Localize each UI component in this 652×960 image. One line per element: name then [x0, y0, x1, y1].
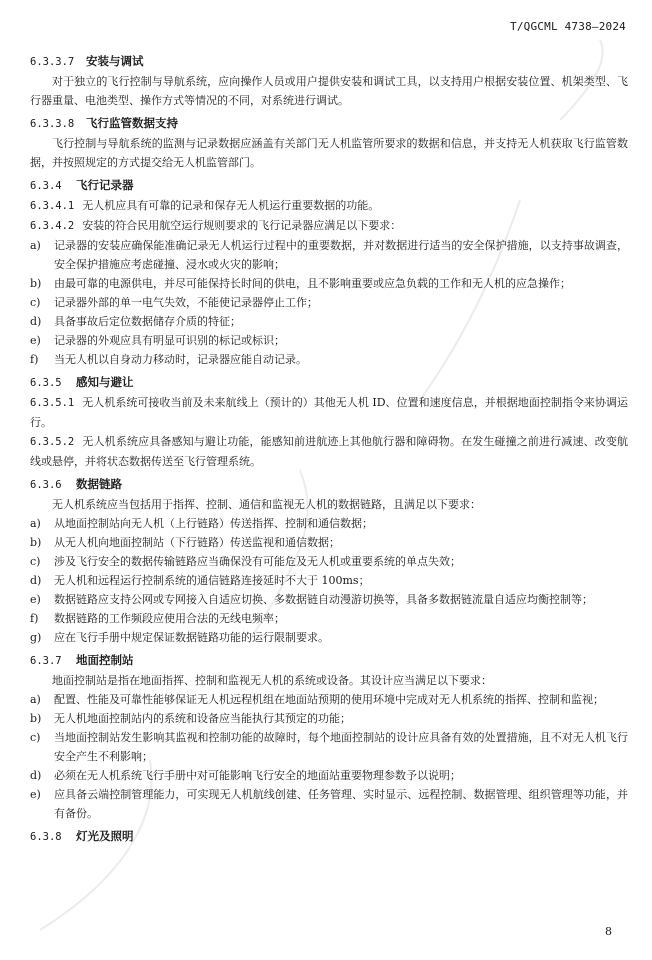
standard-code: T/QGCML 4738—2024	[510, 20, 626, 33]
numbered-clause	[30, 432, 628, 471]
document-body	[30, 48, 628, 847]
list-item	[30, 785, 628, 823]
list-item	[30, 274, 628, 293]
list-item-text: 无人机和远程运行控制系统的通信链路连接延时不大于 100ms；	[54, 574, 370, 587]
list-item	[30, 690, 628, 709]
list-item-text: 记录器外部的单一电气失效，不能使记录器停止工作；	[54, 296, 318, 309]
list-item-text: 必须在无人机系统飞行手册中对可能影响飞行安全的地面站重要物理参数予以说明；	[54, 769, 461, 782]
list-item	[30, 293, 628, 312]
section-heading	[30, 51, 628, 72]
list-item	[30, 312, 628, 331]
clause-number: 6.3.5.1	[30, 397, 75, 409]
paragraph: 飞行控制与导航系统的监测与记录数据应涵盖有关部门无人机监管所要求的数据和信息，并支持无人机获取飞行监管数据，并按照规定的方式提交给无人机监管部门。	[30, 137, 628, 169]
numbered-clause	[30, 393, 628, 432]
list-item-text: 当无人机以自身动力移动时，记录器应能自动记录。	[54, 353, 307, 366]
list-item	[30, 552, 628, 571]
list-marker: b)	[30, 536, 42, 549]
list-marker: c)	[30, 555, 41, 568]
section-number: 6.3.8	[30, 831, 62, 843]
list-item-text: 数据链路的工作频段应使用合法的无线电频率；	[54, 612, 285, 625]
list-item-text: 记录器的外观应具有明显可识别的标记或标识；	[54, 334, 285, 347]
paragraph: 地面控制站是指在地面指挥、控制和监视无人机的系统或设备。其设计应当满足以下要求：	[52, 674, 492, 687]
clause-text: 无人机应具有可靠的记录和保存无人机运行重要数据的功能。	[82, 199, 380, 212]
list-marker: f)	[30, 353, 39, 366]
list-marker: d)	[30, 574, 42, 587]
section-title: 灯光及照明	[76, 829, 134, 843]
list-item-text: 无人机地面控制站内的系统和设备应当能执行其预定的功能；	[54, 712, 351, 725]
paragraph: 无人机系统应当包括用于指挥、控制、通信和监视无人机的数据链路，且满足以下要求：	[52, 498, 481, 511]
list-item	[30, 331, 628, 350]
list-marker: d)	[30, 315, 42, 328]
section-number: 6.3.3.7	[30, 56, 75, 68]
section-heading	[30, 175, 628, 196]
section-heading	[30, 372, 628, 393]
page-number: 8	[605, 925, 612, 938]
section-number: 6.3.3.8	[30, 118, 75, 130]
section-title: 飞行监管数据支持	[86, 116, 178, 130]
section-heading	[30, 650, 628, 671]
list-item-text: 当地面控制站发生影响其监视和控制功能的故障时，每个地面控制站的设计应具备有效的处置措施，且不对无人机飞行安全产生不利影响；	[54, 731, 628, 763]
list-item-text: 应具备云端控制管理能力，可实现无人机航线创建、任务管理、实时显示、远程控制、数据管理、组织管理等功能，并有备份。	[54, 788, 628, 820]
list-item	[30, 514, 628, 533]
list-marker: e)	[30, 788, 41, 801]
section-title: 安装与调试	[86, 54, 144, 68]
list-item	[30, 590, 628, 609]
list-item-text: 从无人机向地面控制站（下行链路）传送监视和通信数据；	[54, 536, 340, 549]
list-marker: c)	[30, 731, 41, 744]
section-number: 6.3.7	[30, 655, 62, 667]
section-heading	[30, 826, 628, 847]
clause-number: 6.3.5.2	[30, 436, 75, 448]
numbered-clause	[30, 216, 628, 236]
clause-text: 无人机系统可接收当前及未来航线上（预计的）其他无人机 ID、位置和速度信息，并根据地面控制指令来协调运行。	[30, 396, 628, 429]
list-marker: g)	[30, 631, 42, 644]
list-item-text: 具备事故后定位数据储存介质的特征；	[54, 315, 241, 328]
section-title: 飞行记录器	[76, 178, 134, 192]
list-item	[30, 709, 628, 728]
list-marker: a)	[30, 693, 41, 706]
list-item	[30, 350, 628, 369]
numbered-clause	[30, 196, 628, 216]
list-item	[30, 728, 628, 766]
section-number: 6.3.5	[30, 377, 62, 389]
section-title: 数据链路	[76, 477, 122, 491]
list-item	[30, 628, 628, 647]
list-item	[30, 236, 628, 274]
section-number: 6.3.4	[30, 180, 62, 192]
list-marker: e)	[30, 593, 41, 606]
clause-text: 安装的符合民用航空运行规则要求的飞行记录器应满足以下要求：	[82, 219, 402, 232]
list-marker: a)	[30, 517, 41, 530]
list-marker: c)	[30, 296, 41, 309]
clause-text: 无人机系统应具备感知与避让功能，能感知前进航迹上其他航行器和障碍物。在发生碰撞之前进行减速、改变航线或悬停，并将状态数据传送至飞行管理系统。	[30, 435, 628, 468]
list-item-text: 由最可靠的电源供电，并尽可能保持长时间的供电，且不影响重要或应急负载的工作和无人机的应急操作；	[54, 277, 571, 290]
section-number: 6.3.6	[30, 479, 62, 491]
list-marker: f)	[30, 612, 39, 625]
list-item-text: 记录器的安装应确保能准确记录无人机运行过程中的重要数据，并对数据进行适当的安全保护措施，以支持事故调查，安全保护措施应考虑碰撞、浸水或火灾的影响；	[54, 239, 628, 271]
list-marker: a)	[30, 239, 41, 252]
clause-number: 6.3.4.2	[30, 220, 75, 232]
list-item-text: 应在飞行手册中规定保证数据链路功能的运行限制要求。	[54, 631, 329, 644]
list-marker: b)	[30, 712, 42, 725]
list-marker: e)	[30, 334, 41, 347]
list-item	[30, 533, 628, 552]
section-heading	[30, 113, 628, 134]
section-title: 地面控制站	[76, 653, 134, 667]
list-item	[30, 571, 628, 590]
section-title: 感知与避让	[76, 375, 134, 389]
list-item-text: 从地面控制站向无人机（上行链路）传送指挥、控制和通信数据；	[54, 517, 373, 530]
list-item	[30, 609, 628, 628]
list-item-text: 数据链路应支持公网或专网接入自适应切换、多数据链自动漫游切换等，具备多数据链流量自适应均衡控制等；	[54, 593, 593, 606]
section-heading	[30, 474, 628, 495]
list-item-text: 涉及飞行安全的数据传输链路应当确保没有可能危及无人机或重要系统的单点失效；	[54, 555, 461, 568]
paragraph: 对于独立的飞行控制与导航系统，应向操作人员或用户提供安装和调试工具，以支持用户根据安装位置、机架类型、飞行器重量、电池类型、操作方式等情况的不同，对系统进行调试。	[30, 75, 628, 107]
clause-number: 6.3.4.1	[30, 200, 75, 212]
list-marker: b)	[30, 277, 42, 290]
list-item-text: 配置、性能及可靠性能够保证无人机远程机组在地面站预期的使用环境中完成对无人机系统的指挥、控制和监视；	[54, 693, 604, 706]
list-item	[30, 766, 628, 785]
list-marker: d)	[30, 769, 42, 782]
